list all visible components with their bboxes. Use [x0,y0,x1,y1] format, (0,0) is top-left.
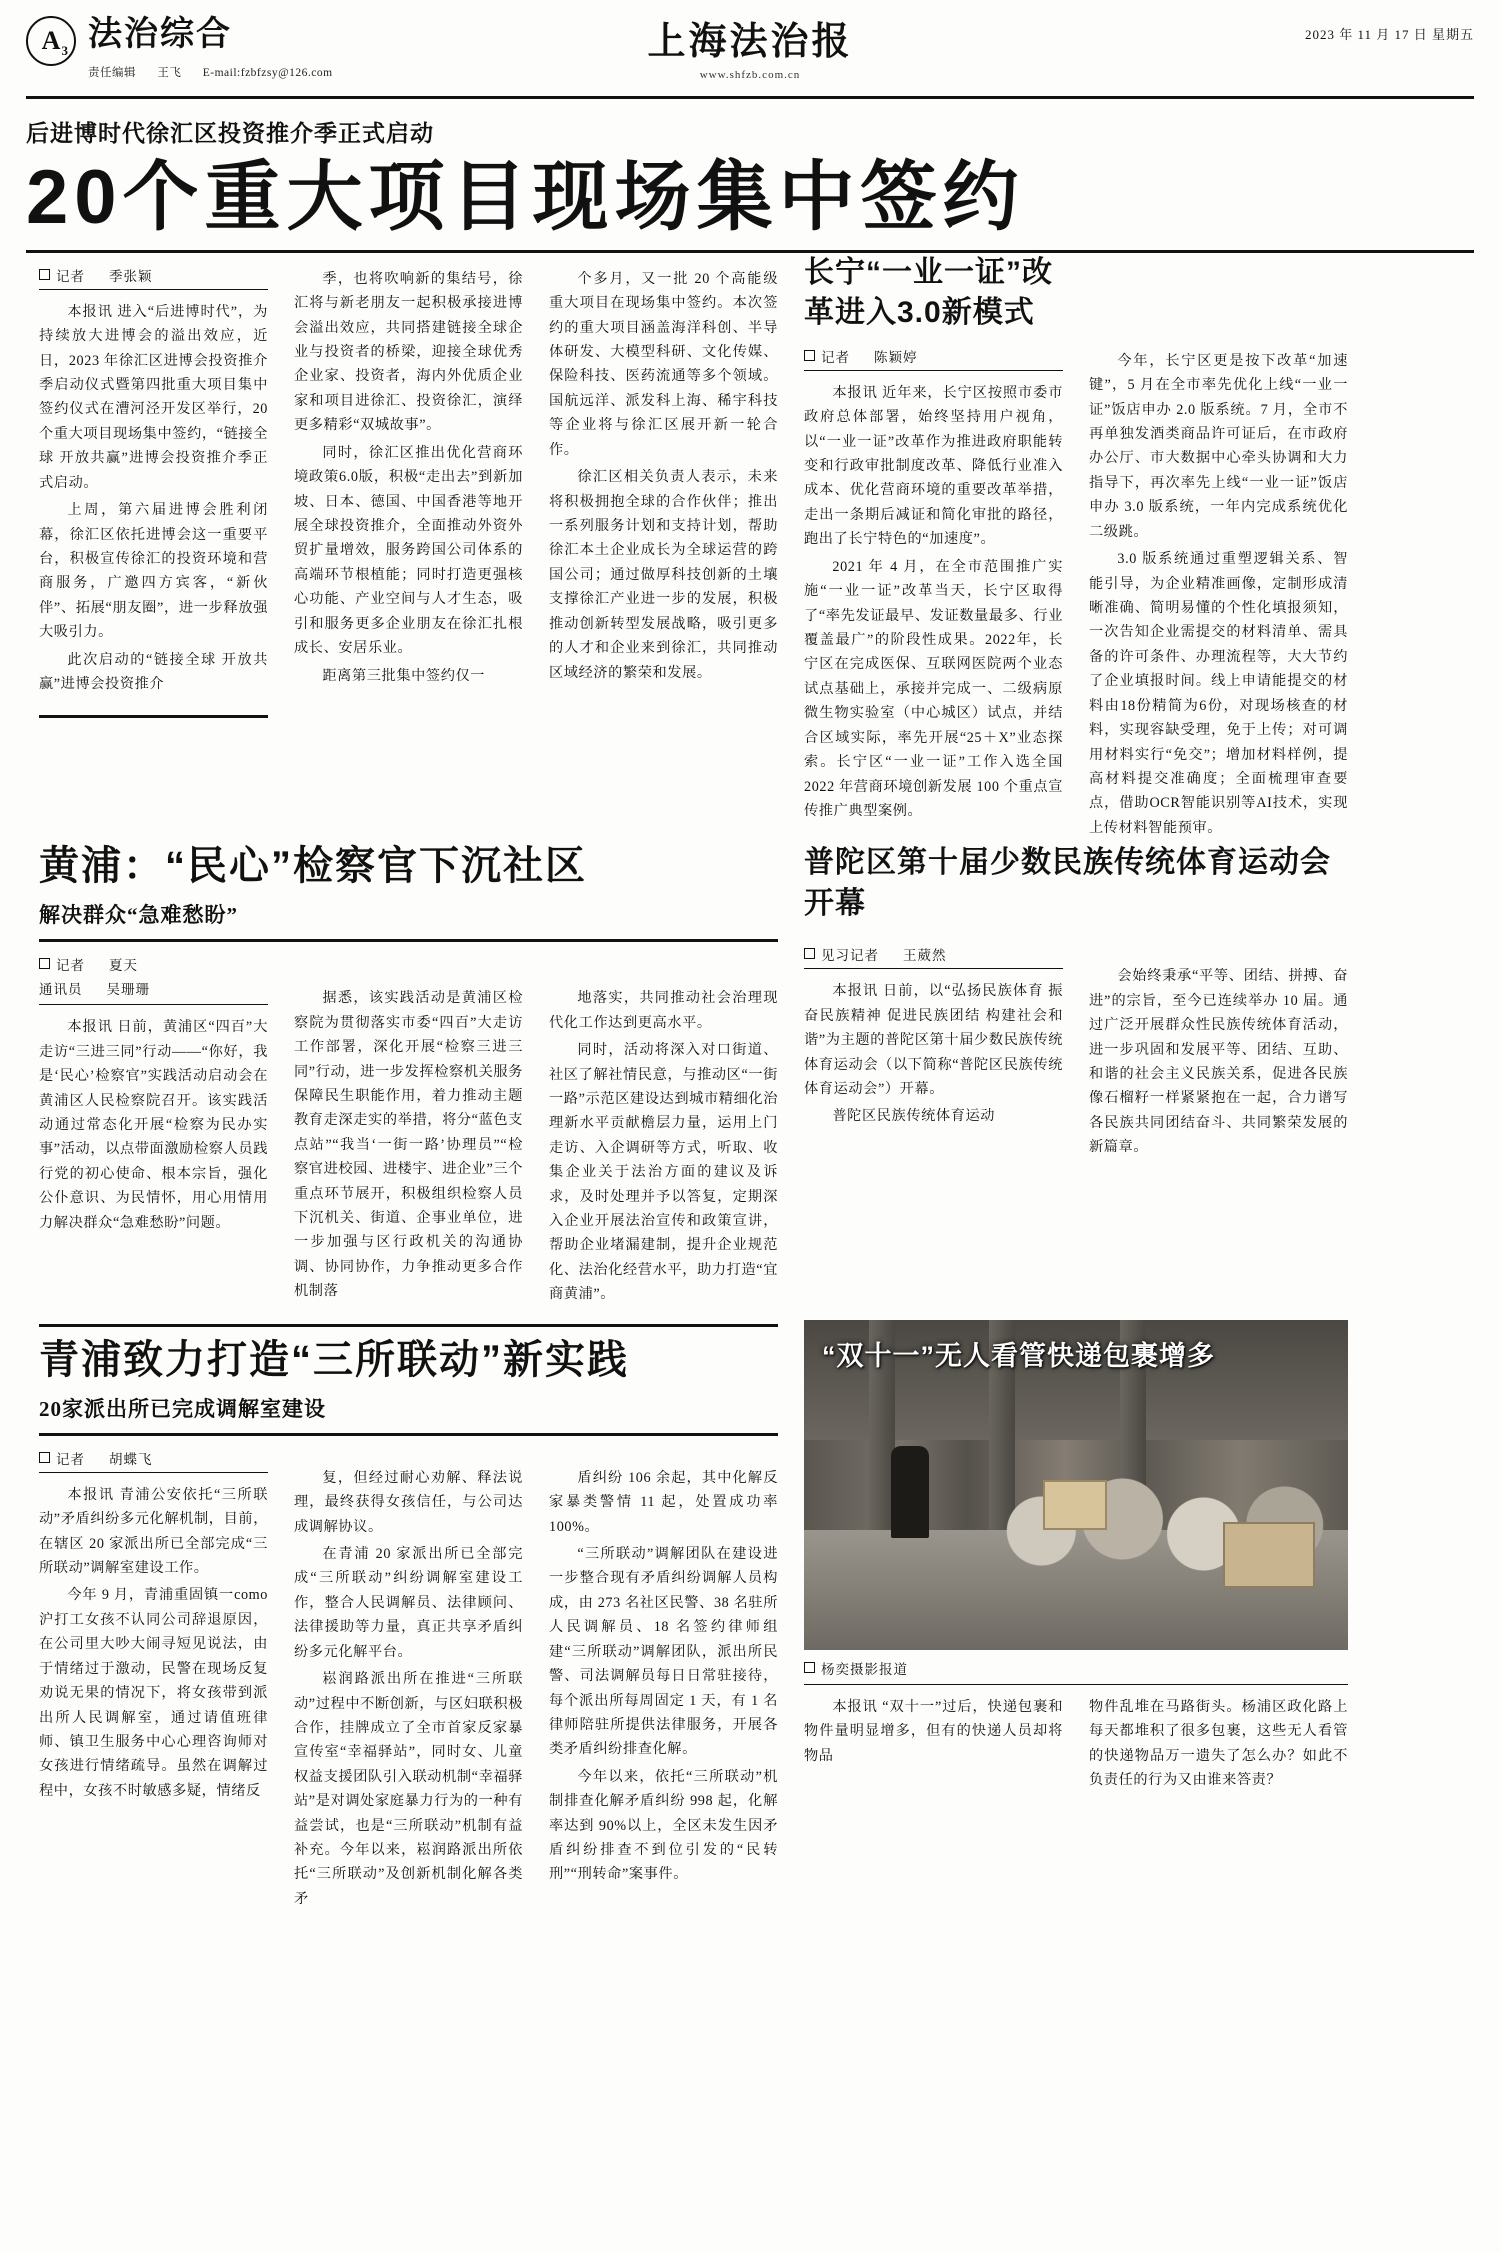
photo-story-col-2 [1076,1695,1361,1796]
paragraph: 徐汇区相关负责人表示，未来将积极拥抱全球的合作伙伴；推出一系列服务计划和支持计划，帮助徐汇本土企业成长为全球运营的跨国公司；通过做厚科技创新的土壤支撑徐汇产业进一步的发展，积极推动创新转型发展战略，吸引更多的人才和企业来到徐汇，共同推动区域经济的繁荣和发展。 [549,469,778,681]
paragraph: 物件乱堆在马路街头。杨浦区政化路上每天都堆积了很多包裹，这些无人看管的快递物品万一遗失了怎么办？如此不负责任的行为又由谁来答责？ [1089,1698,1348,1788]
paper-logo [647,10,852,81]
editor-line [88,64,351,80]
huangpu-col-3 [536,942,791,1309]
paragraph: 复，但经过耐心劝解、释法说理，最终获得女孩信任，与公司达成调解协议。 [294,1469,523,1535]
huangpu-byline-2 [39,978,268,998]
paragraph: 此次启动的“链接全球 开放共赢”进博会投资推介 [39,651,268,693]
lead-byline [39,265,268,285]
bullet-square-icon [804,1662,815,1673]
putuo-block [791,843,1361,1309]
column-3 [536,253,791,843]
photo-story-columns [791,1695,1361,1796]
huangpu-col-2 [281,942,536,1309]
issue-date: 2023 年 11 月 17 日 星期五 [1304,27,1474,42]
huangpu-byline2-label: 通讯员 [39,982,83,998]
divider [804,1684,1348,1685]
photo-byline [804,1658,1348,1678]
paragraph: 3.0 版系统通过重塑逻辑关系、智能引导，为企业精准画像，定制形成清晰准确、简明易懂的个性化填报须知，一次告知企业需提交的材料清单、需具备的许可条件、办理流程等，大大节约了企业填报时间。线上申请能提交的材料由18份精简为6份，对现场核查的材料，实现容缺受理，免于上传；对可调用材料实行“免交”；增加材料样例，提高材料提交准确度；全面梳理审查要点，借助OCR智能识别等AI技术，实现上传材料智能预审。 [1089,551,1348,836]
putuo-byline-name: 王葳然 [903,948,947,964]
column-4 [791,253,1076,843]
paragraph: 本报讯 青浦公安依托“三所联动”矛盾纠纷多元化解机制，目前，在辖区 20 家派出所已全部完成“三所联动”调解室建设工作。 [39,1486,268,1576]
changning-byline-name: 陈颖婷 [874,349,918,365]
huangpu-byline-name: 夏天 [109,958,138,974]
qingpu-col-2 [281,1436,536,1915]
divider [39,715,268,718]
divider [39,289,268,290]
huangpu-block [26,843,791,1309]
paragraph: 同时，活动将深入对口街道、社区了解社情民意，与推动区“一街一路”示范区建设达到城市精细化治理新水平贡献檐层力量，运用上门走访、入企调研等方式，听取、收集企业关于法治方面的建议及诉求，及时处理并予以答复，定期深入企业开展法治宣传和政策宣讲，帮助企业堵漏建制，提升企业规范化、法治化经营水平，助力打造“宜商黄浦”。 [549,1042,778,1303]
lead-headline-block [26,115,1474,253]
paragraph: 本报讯 日前，黄浦区“四百”大走访“三进三同”行动——“你好，我是‘民心’检察官”实践活动启动会在黄浦区人民检察院召开。该实践活动通过常态化开展“检察为民办实事”活动，以点带面激励检察人员践行党的初心使命、根本宗旨，强化公仆意识、为民情怀，用心用情用力解决群众“急难愁盼”问题。 [39,1019,268,1231]
lead-byline-name: 季张颖 [109,268,153,284]
huangpu-byline2-name: 吴珊珊 [106,982,150,998]
lead-title: 20个重大项目现场集中签约 [26,155,1025,240]
qingpu-byline-name: 胡蝶飞 [109,1451,153,1467]
paragraph: 本报讯 近年来，长宁区按照市委市政府总体部署，始终坚持用户视角，以“一业一证”改革作为推进政府职能转变和行政审批制度改革、降低行业准入成本、优化营商环境的重要改革举措，走出一条期后减证和简化审批的路径，跑出了长宁特色的“加速度”。 [804,384,1063,548]
divider [39,1324,778,1327]
huangpu-byline [39,954,268,974]
photo-story-block [791,1310,1361,1915]
paragraph: 地落实，共同推动社会治理现代化工作达到更高水平。 [549,990,778,1031]
divider [39,1004,268,1005]
editor-name: 王飞 [157,67,182,79]
huangpu-subtitle: 解决群众“急难愁盼” [39,903,238,928]
paragraph: 会始终秉承“平等、团结、拼搏、奋进”的宗旨，至今已连续举办 10 届。通过广泛开展群众性民族传统体育活动，进一步巩固和发展平等、团结、互助、和谐的社会主义民族关系，促进各民族像石榴籽一样紧紧抱在一起，合力谱写各民族共同团结奋斗、共同繁荣发展的新篇章。 [1089,968,1348,1156]
photo-cardboard-box [1043,1480,1107,1530]
qingpu-block [26,1310,791,1915]
paragraph: 今年，长宁区更是按下改革“加速键”，5 月在全市率先优化上线“一业一证”饭店申办 2.0 版系统。7 月，全市不再单独发酒类商品许可证后，在市政府办公厅、市大数据中心牵头协调和大力指导下，再次率先上线“一业一证”饭店申办 3.0 版系统，一年内完成系统优化二级跳。 [1089,352,1348,540]
column-1 [26,253,281,843]
putuo-title: 普陀区第十届少数民族传统体育运动会开幕 [804,846,1331,920]
paragraph: 本报讯 进入“后进博时代”，为持续放大进博会的溢出效应，近日，2023 年徐汇区进博会投资推介季启动仪式暨第四批重大项目集中签约仪式在漕河泾开发区举行，20 个重大项目现场集中签约，“链接全球 开放共赢”进博会投资推介季正式启动。 [39,303,268,491]
paragraph: 在青浦 20 家派出所已全部完成“三所联动”纠纷调解室建设工作，整合人民调解员、法律顾问、法律援助等力量，真正共享矛盾纠纷多元化解平台。 [294,1545,523,1660]
column-5 [1076,253,1361,843]
column-2 [281,253,536,843]
bullet-square-icon [39,958,50,969]
main-grid [26,253,1474,843]
paragraph: 距离第三批集中签约仅一 [322,667,486,684]
paragraph: 今年 9 月，青浦重固镇一como沪打工女孩不认同公司辞退原因，在公司里大吵大闹寻短见说法，由于情绪过于激动，民警在现场反复劝说无果的情况下，将女孩带到派出所人民调解室，通过请值班律师、镇卫生服务中心心理咨询师对女孩进行情绪疏导。虽然在调解过程中，女孩不时敏感多疑，情绪反 [39,1587,268,1799]
putuo-col-1 [791,932,1076,1162]
page-badge-number: 3 [61,43,68,58]
bullet-square-icon [804,948,815,959]
paragraph: “三所联动”调解团队在建设进一步整合现有矛盾纠纷调解人员构成，由 273 名社区民警、38 名驻所人民调解员、18 名签约律师组建“三所联动”调解团队，派出所民警、司法调解员每日日常驻接待，每个派出所每周固定 1 天，有 1 名律师陪驻所提供法律服务，开展各类矛盾纠纷排查化解。 [549,1545,778,1758]
paragraph: 本报讯 “双十一”过后，快递包裹和物件量明显增多，但有的快递人员却将物品 [804,1698,1063,1764]
row-3 [26,1310,1474,1915]
huangpu-article [39,715,268,718]
lead-byline-label: 记者 [56,268,85,284]
paragraph: 崧润路派出所在推进“三所联动”过程中不断创新，与区妇联积极合作，挂牌成立了全市首家反家暴宣传室“幸福驿站”，同时女、儿童权益支援团队引入联动机制“幸福驿站”是对调处家庭暴力行为的一种有益尝试，也是“三所联动”机制有益补充。今年以来，崧润路派出所依托“三所联动”及创新机制化解各类矛 [294,1671,523,1907]
row-2 [26,843,1474,1309]
putuo-columns [791,932,1361,1162]
editor-label: 责任编辑 [88,67,136,79]
qingpu-col-3 [536,1436,791,1915]
paper-url[interactable]: www.shfzb.com.cn [699,69,801,81]
news-photo [804,1320,1348,1650]
photo-story-col-1 [791,1695,1076,1796]
section-title: 法治综合 [88,16,232,53]
changning-byline-label: 记者 [821,349,850,365]
qingpu-byline-label: 记者 [56,1451,85,1467]
qingpu-col-1 [26,1436,281,1915]
bullet-square-icon [39,269,50,280]
huangpu-title: 黄浦：“民心”检察官下沉社区 [39,844,587,889]
paragraph: 2021 年 4 月，在全市范围推广实施“一业一证”改革当天，长宁区取得了“率先发证最早、发证数量最多、行业覆盖最广”的阶段性成果。2022年，长宁区在完成医保、互联网医院两个业态试点基础上，承接并完成一、二级病原微生物实验室（中心城区）试点，并结合区域实际，率先开展“25＋X”业态探索。长宁区“一业一证”工作入选全国 2022 年营商环境创新发展 100 个重点宣传推广典型案例。 [804,558,1063,819]
paragraph: 今年以来，依托“三所联动”机制排查化解矛盾纠纷 998 起，化解率达到 90%以上，全区未发生因矛盾纠纷排查不到位引发的“民转刑”“刑转命”案事件。 [549,1768,778,1883]
paragraph: 个多月，又一批 20 个高能级重大项目在现场集中签约。本次签约的重大项目涵盖海洋科创、半导体研发、大模型科研、文化传媒、保险科技、医药流通等多个领域。国航远洋、派发科上海、稀宇科技等企业将与徐汇区展开新一轮合作。 [549,270,778,458]
paragraph: 同时，徐汇区推出优化营商环境政策6.0版，积极“走出去”到新加坡、日本、德国、中国香港等地开展全球投资推介，全面推动外资外贸扩量增效，服务跨国公司体系的高端环节根植能；同时打造更强核心功能、产业空间与人才生态，吸引和服务更多企业朋友在徐汇扎根成长、安居乐业。 [294,444,523,657]
paragraph: 盾纠纷 106 余起，其中化解反家暴类警情 11 起，处置成功率 100%。 [549,1469,778,1535]
photo-cardboard-box [1223,1522,1315,1588]
putuo-col-2 [1076,932,1361,1162]
huangpu-columns [26,942,791,1309]
photo-byline-role: 摄影报道 [850,1661,908,1677]
paragraph: 据悉，该实践活动是黄浦区检察院为贯彻落实市委“四百”大走访工作部署，深化开展“检察三进三同”行动，进一步发挥检察机关服务保障民生职能作用，着力推动主题教育走深走实的举措，将分“蓝色支点站”“我当‘一街一路’协理员”“检察官进校园、进楼宇、进企业”三个重点环节展开，积极组织检察人员下沉机关、街道、企事业单位，进一步加强与区行政机关的沟通协调、协同协作，力争推动更多合作机制落 [294,990,523,1300]
changning-byline [804,346,1063,366]
photo-headline: “双十一”无人看管快递包裹增多 [822,1340,1215,1371]
paragraph: 上周，第六届进博会胜利闭幕，徐汇区依托进博会这一重要平台，积极宣传徐汇的投资环境和营商服务，广邀四方宾客，“新伙伴”、拓展“朋友圈”，进一步释放强大吸引力。 [39,502,268,641]
page-badge [26,16,76,66]
qingpu-subtitle: 20家派出所已完成调解室建设 [39,1396,326,1421]
bullet-square-icon [39,1452,50,1463]
qingpu-byline [39,1448,268,1468]
bullet-square-icon [804,350,815,361]
qingpu-title: 青浦致力打造“三所联动”新实践 [39,1337,629,1382]
divider [39,1472,268,1473]
paper-name: 上海法治报 [647,21,853,63]
putuo-byline-label: 见习记者 [821,948,879,964]
photo-pedestrian [891,1446,929,1538]
lead-kicker: 后进博时代徐汇区投资推介季正式启动 [26,121,434,146]
paragraph: 本报讯 日前，以“弘扬民族体育 振奋民族精神 促进民族团结 构建社会和谐”为主题的普陀区第十届少数民族传统体育运动会（以下简称“普陀区民族传统体育运动会”）开幕。 [804,983,1063,1097]
putuo-byline [804,944,1063,964]
page-badge-letter: A [41,26,61,55]
divider [804,370,1063,371]
divider [804,968,1063,969]
paragraph: 普陀区民族传统体育运动 [832,1108,996,1125]
photo-byline-name: 杨奕 [821,1661,850,1677]
masthead-left [26,12,351,80]
changning-title: 长宁“一业一证”改革进入3.0新模式 [804,255,1053,330]
huangpu-byline-label: 记者 [56,958,85,974]
paragraph: 季，也将吹响新的集结号，徐汇将与新老朋友一起积极承接进博会溢出效应，共同搭建链接全球企业与投资者的桥梁，迎接全球优秀企业家、投资者，海内外优质企业家和项目进徐汇、投资徐汇，演绎更多精彩“双城故事”。 [294,270,523,434]
huangpu-col-1 [26,942,281,1309]
masthead [26,10,1474,99]
qingpu-columns [26,1436,791,1915]
editor-email: E-mail:fzbfzsy@126.com [202,67,333,79]
